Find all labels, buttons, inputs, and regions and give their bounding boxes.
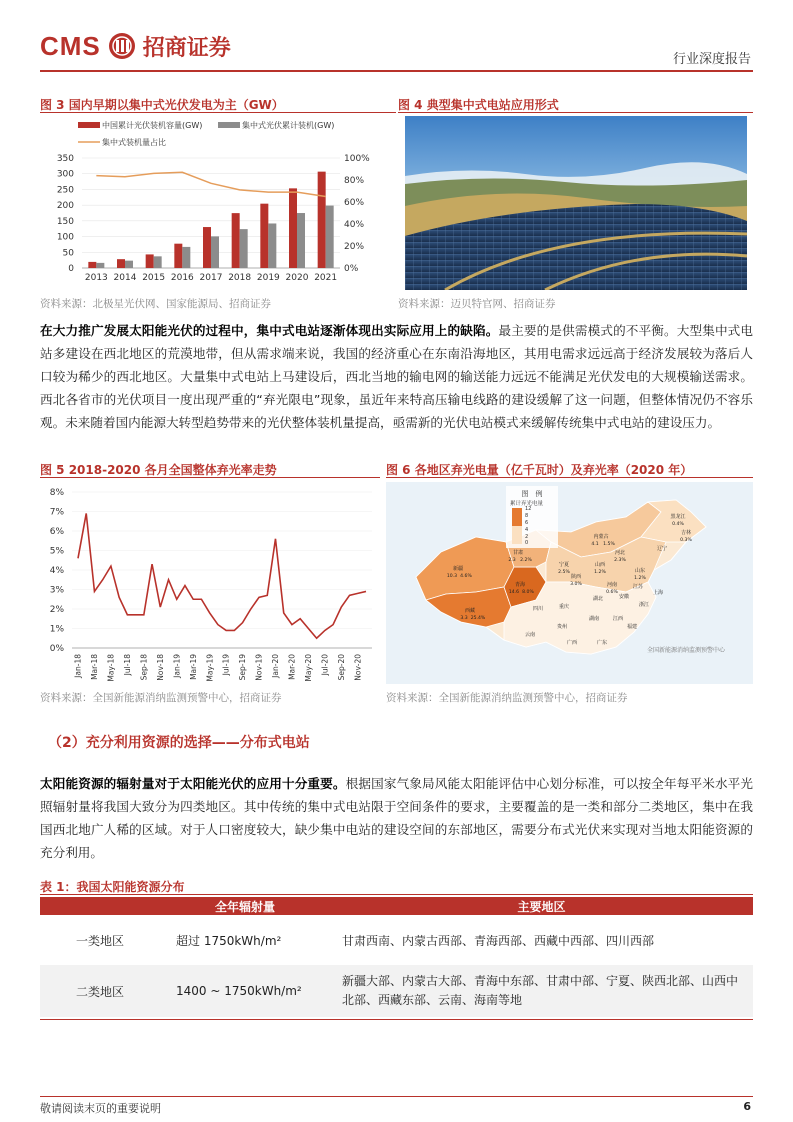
y-tick-label: 2% <box>49 605 64 615</box>
map-legend-subtitle: 累计弃光电量 <box>510 501 544 507</box>
fig3-rule <box>40 112 396 113</box>
map-region-value: 10.3 <box>446 574 458 579</box>
x-tick-label: Mar-19 <box>188 654 198 680</box>
table-cell-class: 二类地区 <box>40 965 160 1017</box>
x-tick-label: 2014 <box>113 273 137 283</box>
map-region-value: 2.3 <box>508 558 516 563</box>
bar-central <box>297 213 305 268</box>
map-region-name: 西藏 <box>464 608 476 614</box>
map-region-value: 4.1 <box>591 542 599 547</box>
bar-central <box>182 247 190 268</box>
map-region-name: 宁夏 <box>558 562 570 568</box>
map-region-name: 河北 <box>614 550 626 556</box>
y2-tick-label: 40% <box>344 220 365 230</box>
logo-chinese-text: 招商证券 <box>142 34 231 61</box>
map-region-name: 重庆 <box>558 604 570 610</box>
map-legend-tick: 8 <box>525 513 529 519</box>
table1-title: 表 1：我国太阳能资源分布 <box>40 880 185 894</box>
fig5-title: 图 5 2018-2020 各月全国整体弃光率走势 <box>40 463 277 477</box>
map-region-name: 陕西 <box>570 574 582 580</box>
solar-farm-photo <box>405 116 747 290</box>
map-region-name: 四川 <box>532 606 544 612</box>
paragraph-2-lead: 太阳能资源的辐射量对于太阳能光伏的应用十分重要。 <box>40 776 346 791</box>
section-2-title: （2）充分利用资源的选择——分布式电站 <box>48 735 310 751</box>
fig4-source: 资料来源：迈贝特官网、招商证券 <box>398 298 556 310</box>
fig6-rule <box>386 477 753 478</box>
page-number: 6 <box>743 1100 751 1113</box>
map-region-value: 3.3 <box>460 616 468 621</box>
fig5-source: 资料来源：全国新能源消纳监测预警中心，招商证券 <box>40 692 282 704</box>
x-tick-label: Sep-19 <box>238 654 248 681</box>
map-legend-title: 图 例 <box>521 490 543 498</box>
y2-tick-label: 0% <box>344 264 359 274</box>
map-legend-tick: 0 <box>525 540 529 546</box>
x-tick-label: 2021 <box>314 273 338 283</box>
map-region-name: 湖南 <box>588 616 600 622</box>
fig6-map <box>386 482 753 684</box>
fig6-title: 图 6 各地区弃光电量（亿千瓦时）及弃光率（2020 年） <box>386 463 693 477</box>
bar-total <box>117 259 125 268</box>
x-tick-label: 2017 <box>199 273 223 283</box>
y-tick-label: 0% <box>49 644 64 654</box>
table-cell-radiation: 超过 1750kWh/m² <box>176 933 282 948</box>
x-tick-label: May-20 <box>304 654 314 682</box>
x-tick-label: 2019 <box>256 273 280 283</box>
x-tick-label: Mar-18 <box>90 654 100 680</box>
x-tick-label: 2020 <box>285 273 309 283</box>
bar-total <box>203 227 211 268</box>
map-region-rate: 2.5% <box>558 570 570 575</box>
table1-bottom-rule <box>40 1019 753 1020</box>
paragraph-1-lead: 在大力推广发展太阳能光伏的过程中，集中式电站逐渐体现出实际应用上的缺陷。 <box>40 323 499 338</box>
y-tick-label: 150 <box>56 216 74 227</box>
fig3-chart <box>40 116 396 292</box>
map-region-name: 江苏 <box>632 584 644 590</box>
map-region-name: 贵州 <box>556 624 568 630</box>
x-tick-label: 2016 <box>170 273 194 283</box>
map-region-name: 福建 <box>626 624 638 630</box>
map-region-name: 上海 <box>652 590 664 596</box>
map-region-name: 甘肃 <box>512 550 524 556</box>
y-tick-label: 8% <box>49 488 64 498</box>
bar-central <box>326 206 334 268</box>
map-region-rate: 0.3% <box>680 538 692 543</box>
map-region-name: 云南 <box>524 632 536 638</box>
table-cell-area: 新疆大部、内蒙古大部、青海中东部、甘肃中部、宁夏、陕西北部、山西中北部、西藏东部、云南、海南等地 <box>330 965 753 1017</box>
map-region-rate: 0.6% <box>606 590 618 595</box>
table-cell-radiation: 1400 ~ 1750kWh/m² <box>160 965 330 1017</box>
table-cell-class: 一类地区 <box>75 933 124 948</box>
fig3-source: 资料来源：北极星光伏网、国家能源局、招商证券 <box>40 298 271 310</box>
map-region-name: 湖北 <box>592 596 604 602</box>
table-row <box>40 965 753 1017</box>
legend-label-total: 中国累计光伏装机容量(GW) <box>102 121 203 130</box>
map-legend-tick: 6 <box>525 520 529 526</box>
map-legend-tick: 12 <box>525 506 532 512</box>
map-region-rate: 1.2% <box>594 570 606 575</box>
y-tick-label: 300 <box>56 169 74 180</box>
y-tick-label: 200 <box>56 201 74 212</box>
map-region-name: 青海 <box>514 582 526 588</box>
legend-label-central: 集中式光伏累计装机(GW) <box>242 121 335 130</box>
map-region-rate: 3.0% <box>570 582 582 587</box>
x-tick-label: Jan-18 <box>73 654 83 678</box>
map-legend-tick: 2 <box>525 534 529 540</box>
legend-swatch-total <box>78 122 100 128</box>
table-header-area: 主要地区 <box>330 897 753 915</box>
table-header-class <box>40 897 160 915</box>
fig5-chart <box>40 482 380 684</box>
table-cell-area: 甘肃西南、内蒙古西部、青海西部、西藏中西部、四川西部 <box>342 933 655 948</box>
solar-resource-table <box>40 897 753 1017</box>
fig6-source: 资料来源：全国新能源消纳监测预警中心，招商证券 <box>386 692 628 704</box>
x-tick-label: Sep-20 <box>336 654 346 681</box>
table1-rule <box>40 894 753 895</box>
x-tick-label: 2015 <box>142 273 166 283</box>
map-region-name: 吉林 <box>680 530 692 536</box>
footer-divider <box>40 1096 753 1097</box>
x-tick-label: Nov-18 <box>155 654 165 681</box>
footer-note: 敬请阅读末页的重要说明 <box>40 1102 161 1115</box>
paragraph-2 <box>40 772 753 864</box>
y-tick-label: 100 <box>56 232 74 243</box>
x-tick-label: Mar-20 <box>287 654 297 680</box>
bar-total <box>289 188 297 268</box>
bar-total <box>232 213 240 268</box>
bar-total <box>318 172 326 268</box>
y-tick-label: 1% <box>49 624 64 635</box>
fig3-title: 图 3 国内早期以集中式光伏发电为主（GW） <box>40 98 284 112</box>
x-tick-label: Jul-19 <box>221 654 231 676</box>
map-region-name: 安徽 <box>618 594 630 600</box>
bar-total <box>260 204 268 268</box>
y-tick-label: 350 <box>56 154 74 164</box>
line-curtailment-rate <box>78 513 366 638</box>
table-header-row <box>40 897 753 915</box>
x-tick-label: Jul-20 <box>320 654 330 676</box>
y2-tick-label: 20% <box>344 242 365 252</box>
y-tick-label: 0 <box>68 264 74 274</box>
map-region-rate: 1.5% <box>603 542 615 547</box>
y-tick-label: 5% <box>49 546 64 557</box>
x-tick-label: Jan-20 <box>271 654 281 678</box>
y-tick-label: 4% <box>49 566 64 576</box>
y-tick-label: 6% <box>49 527 64 537</box>
x-tick-label: Jul-18 <box>122 654 132 676</box>
fig5-rule <box>40 477 380 478</box>
x-tick-label: Sep-18 <box>139 654 149 681</box>
map-region-name: 辽宁 <box>656 546 668 552</box>
map-region-name: 广东 <box>596 640 608 646</box>
table-header-radiation: 全年辐射量 <box>160 897 330 915</box>
y-tick-label: 250 <box>56 185 74 196</box>
fig4-title: 图 4 典型集中式电站应用形式 <box>398 98 559 112</box>
map-region-rate: 2.2% <box>520 558 532 563</box>
bar-central <box>96 263 104 268</box>
map-region-rate: 8.0% <box>522 590 534 595</box>
map-region-name: 黑龙江 <box>670 514 686 520</box>
y-tick-label: 50 <box>62 248 74 259</box>
bar-central <box>268 223 276 268</box>
bar-central <box>154 256 162 268</box>
header-divider <box>40 70 753 72</box>
x-tick-label: May-19 <box>205 654 215 682</box>
legend-swatch-central <box>218 122 240 128</box>
map-region-name: 山西 <box>594 562 606 568</box>
y-tick-label: 3% <box>49 585 64 596</box>
bar-total <box>174 244 182 268</box>
map-region-name: 内蒙古 <box>593 534 609 540</box>
map-region-name: 新疆 <box>452 566 464 572</box>
table-row <box>40 915 753 965</box>
bar-total <box>88 262 96 268</box>
bar-central <box>125 261 133 268</box>
y2-tick-label: 100% <box>344 154 370 164</box>
map-region-name: 广西 <box>566 640 578 646</box>
map-region-name: 河南 <box>606 582 618 588</box>
map-region-rate: 0.4% <box>672 522 684 527</box>
map-region-rate: 4.6% <box>460 574 472 579</box>
bar-central <box>211 236 219 268</box>
map-region-rate: 25.4% <box>470 616 486 621</box>
x-tick-label: Nov-19 <box>254 654 264 681</box>
logo-cms-text: CMS <box>40 30 101 61</box>
y2-tick-label: 80% <box>344 176 365 186</box>
report-type: 行业深度报告 <box>672 52 751 67</box>
paragraph-1-body: 最主要的是供需模式的不平衡。大型集中式电站多建设在西北地区的荒漠地带，但从需求端来说，我国的经济重心在东南沿海地区，其用电需求远远高于经济发展较为落后人口较为稀少的西北地区。大量集中式电站上马建设后，西北当地的输电网的输送能力远远不能满足光伏发电的大规模输送需求。西北各省市的光伏项目一度出现严重的“弃光限电”现象，虽近年来特高压输电线路的建设缓解了这一问题，但整体情况仍不容乐观。未来随着国内能源大转型趋势带来的光伏整体装机量提高，亟需新的光伏电站模式来缓解传统集中式电站的建设压力。 <box>40 323 754 430</box>
map-watermark: 全国新能源消纳监测预警中心 <box>646 647 726 654</box>
x-tick-label: May-18 <box>106 654 116 682</box>
map-region-rate: 1.2% <box>634 576 646 581</box>
x-tick-label: Jan-19 <box>172 654 182 678</box>
x-tick-label: 2018 <box>228 273 252 283</box>
y2-tick-label: 60% <box>344 198 365 208</box>
map-region-name: 江西 <box>612 616 624 622</box>
map-region-value: 14.6 <box>508 590 520 595</box>
bar-total <box>146 254 154 268</box>
paragraph-2-body: 根据国家气象局风能太阳能评估中心划分标准，可以按全年每平米水平光照辐射量将我国大致分为四类地区。其中传统的集中式电站限于空间条件的要求，主要覆盖的是一类和部分二类地区，集中在我国西北地广人稀的区域。对于人口密度较大，缺少集中电站的建设空间的东部地区，需要分布式光伏来实现对当地太阳能资源的充分利用。 <box>40 776 754 860</box>
bar-central <box>240 229 248 268</box>
paragraph-1 <box>40 319 753 434</box>
x-tick-label: 2013 <box>84 273 108 283</box>
legend-label-share: 集中式装机量占比 <box>102 138 166 147</box>
map-region-name: 浙江 <box>638 602 650 608</box>
map-legend-tick: 4 <box>525 527 529 533</box>
logo-emblem-icon <box>107 31 137 61</box>
x-tick-label: Nov-20 <box>353 654 363 681</box>
y-tick-label: 7% <box>49 507 64 518</box>
company-logo <box>40 28 231 64</box>
map-region-rate: 2.3% <box>614 558 626 563</box>
map-region-name: 山东 <box>634 568 646 574</box>
fig4-rule <box>398 112 753 113</box>
